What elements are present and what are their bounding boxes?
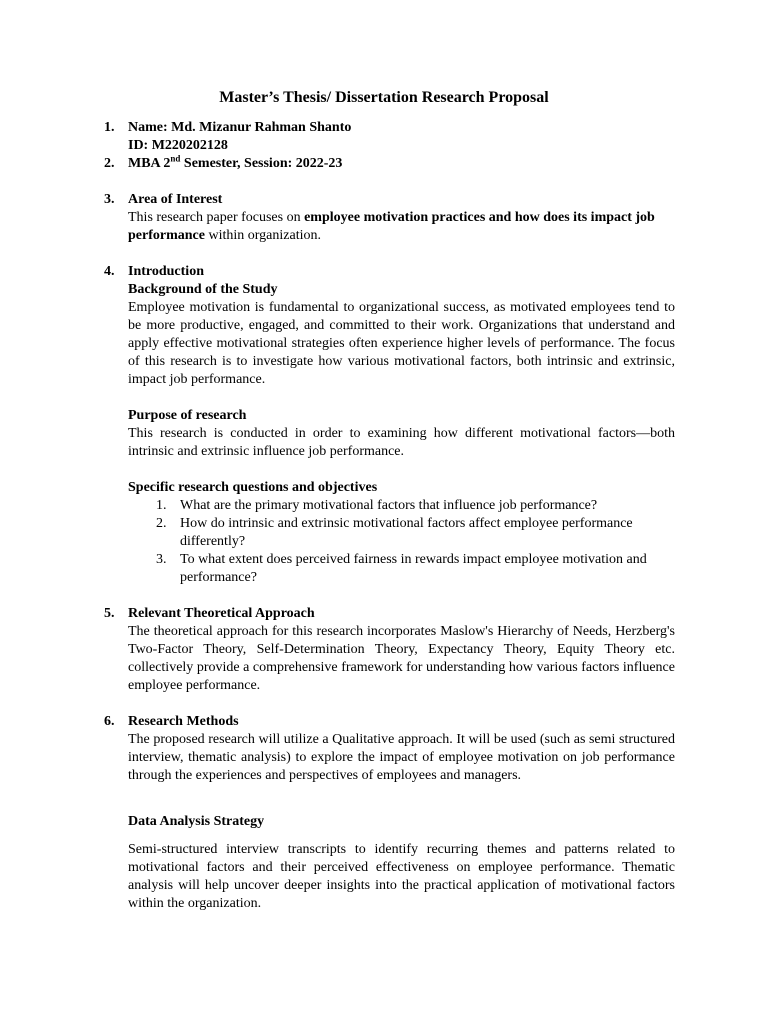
section-introduction [104, 263, 675, 587]
section-number: 5. [104, 606, 115, 621]
section-name [104, 119, 675, 155]
list-text: What are the primary motivational factors that influence job performance? [180, 498, 598, 513]
section-paragraph: Employee motivation is fundamental to organizational success, as motivated employees tend to be more productive, engaged, and committed to their work. Organizations that understand and apply effective motivational strategies often experience higher levels of performance. The focus of this research is to investigate how various motivational factors, both intrinsic and extrinsic, impact job performance. [128, 300, 675, 387]
section-heading: Area of Interest [128, 192, 223, 207]
section-paragraph [128, 209, 675, 245]
section-research-methods [104, 713, 675, 913]
student-name: Name: Md. Mizanur Rahman Shanto [128, 120, 352, 135]
program-superscript: nd [170, 153, 181, 164]
page-title: Master’s Thesis/ Dissertation Research Proposal [219, 89, 549, 106]
paragraph-text: This research paper focuses on [128, 210, 305, 225]
list-number: 3. [156, 552, 167, 567]
list-number: 2. [156, 516, 167, 531]
section-program [104, 153, 675, 173]
list-text: How do intrinsic and extrinsic motivational factors affect employee performance differently? [180, 516, 633, 549]
list-item [128, 515, 675, 551]
student-id: ID: M220202128 [128, 138, 228, 153]
document-body [104, 119, 675, 913]
subsection-heading: Background of the Study [128, 282, 278, 297]
paragraph-text: within organization. [204, 228, 321, 243]
list-item [128, 551, 675, 587]
section-number: 1. [104, 120, 115, 135]
section-theoretical-approach [104, 605, 675, 695]
list-item [128, 497, 675, 515]
section-paragraph: This research is conducted in order to examining how different motivational factors—both intrinsic and extrinsic influence job performance. [128, 426, 675, 459]
section-area-of-interest [104, 191, 675, 245]
section-number: 6. [104, 714, 115, 729]
list-text: To what extent does perceived fairness in rewards impact employee motivation and performance? [180, 552, 647, 585]
section-paragraph: Semi-structured interview transcripts to identify recurring themes and patterns related to motivational factors and their perceived effectiveness on employee performance. Thematic analysis will help uncover deeper insights into the practical application of motivational factors within the organization. [128, 842, 675, 911]
subsection-heading: Data Analysis Strategy [128, 814, 265, 829]
section-number: 2. [104, 156, 115, 171]
section-heading: Relevant Theoretical Approach [128, 606, 315, 621]
program-text-post: Semester, Session: 2022-23 [180, 156, 343, 171]
section-heading: Research Methods [128, 714, 239, 729]
paragraph-emphasis: employee motivation practices and how does its impact job performance [128, 210, 655, 243]
section-paragraph: The theoretical approach for this research incorporates Maslow's Hierarchy of Needs, Herzberg's Two-Factor Theory, Self-Determination Theory, Expectancy Theory, Equity Theory etc. collectively provide a comprehensive framework for understanding how various factors influence employee performance. [128, 624, 675, 693]
section-paragraph: The proposed research will utilize a Qualitative approach. It will be used (such as semi structured interview, thematic analysis) to explore the impact of employee motivation on job performance through the experiences and perspectives of employees and managers. [128, 732, 675, 783]
list-number: 1. [156, 498, 167, 513]
subsection-heading: Purpose of research [128, 408, 247, 423]
section-heading: Introduction [128, 264, 204, 279]
section-number: 4. [104, 264, 115, 279]
program-text-pre: MBA 2 [128, 156, 171, 171]
subsection-heading: Specific research questions and objectives [128, 480, 378, 495]
section-number: 3. [104, 192, 115, 207]
